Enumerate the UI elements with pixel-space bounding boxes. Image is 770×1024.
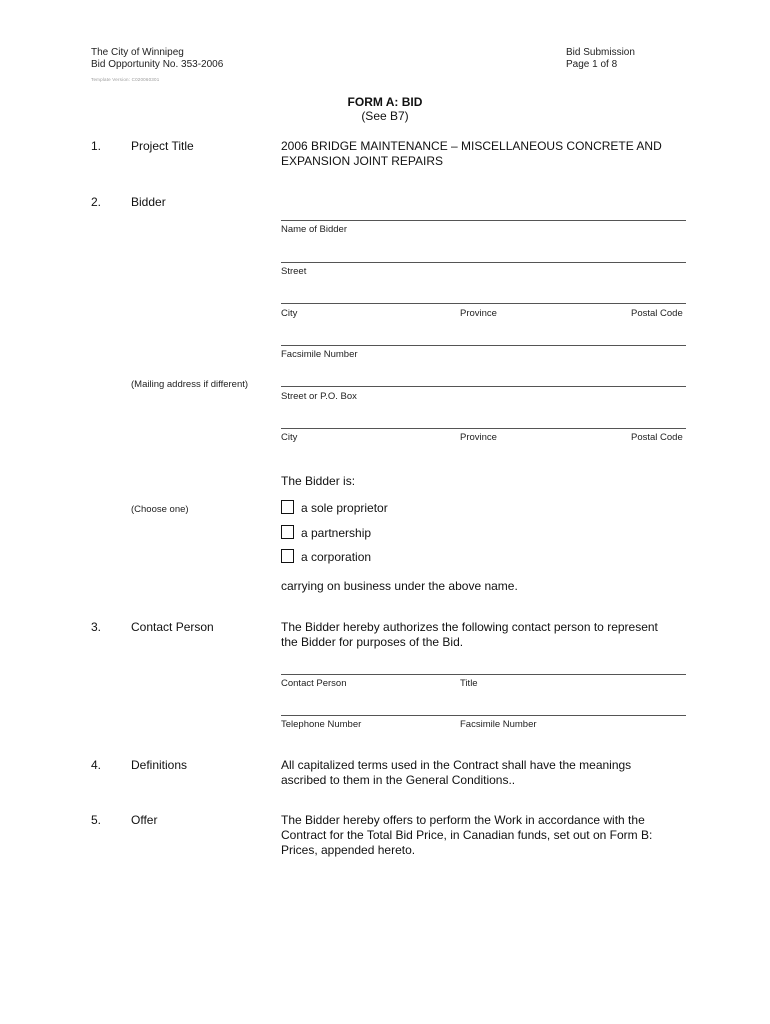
bidder-is-heading: The Bidder is: [281, 474, 356, 488]
project-title-line1: 2006 BRIDGE MAINTENANCE – MISCELLANEOUS CONCRETE AND [281, 139, 662, 153]
facsimile-number-label: Facsimile Number [281, 349, 358, 360]
mailing-street-label: Street or P.O. Box [281, 391, 357, 402]
section-2-number: 2. [91, 195, 102, 209]
mailing-city-province-postal-field[interactable] [281, 428, 686, 429]
offer-text [281, 813, 686, 858]
section-3-label: Contact Person [131, 620, 214, 634]
template-version: Template Version: C020060301 [91, 77, 160, 82]
contact-title-label: Title [460, 678, 478, 689]
telephone-facsimile-field[interactable] [281, 715, 686, 716]
corporation-label: a corporation [301, 550, 372, 564]
section-5-number: 5. [91, 813, 102, 827]
section-4-number: 4. [91, 758, 102, 772]
corporation-checkbox[interactable] [281, 549, 294, 563]
partnership-label: a partnership [301, 526, 372, 540]
partnership-checkbox[interactable] [281, 525, 294, 539]
city-label: City [281, 308, 298, 319]
sole-proprietor-checkbox[interactable] [281, 500, 294, 514]
street-label: Street [281, 266, 307, 277]
header-city: The City of Winnipeg [91, 47, 184, 58]
header-bid-opportunity: Bid Opportunity No. 353-2006 [91, 59, 224, 70]
form-title: FORM A: BID [347, 95, 423, 109]
definitions-text [281, 758, 686, 788]
province-label: Province [460, 308, 497, 319]
contact-text-line1: The Bidder hereby authorizes the following contact person to represent [281, 620, 658, 634]
contact-text-line2: the Bidder for purposes of the Bid. [281, 635, 464, 649]
telephone-number-label: Telephone Number [281, 719, 362, 730]
offer-text-line1: The Bidder hereby offers to perform the Work in accordance with the [281, 813, 645, 827]
name-of-bidder-field[interactable] [281, 220, 686, 221]
mailing-street-field[interactable] [281, 386, 686, 387]
mailing-province-label: Province [460, 432, 497, 443]
contact-person-label: Contact Person [281, 678, 347, 689]
city-province-postal-field[interactable] [281, 303, 686, 304]
street-field[interactable] [281, 262, 686, 263]
contact-person-title-field[interactable] [281, 674, 686, 675]
project-title-line2: EXPANSION JOINT REPAIRS [281, 154, 444, 168]
postal-code-label: Postal Code [631, 308, 683, 319]
carrying-on-business-text: carrying on business under the above name. [281, 579, 518, 593]
choose-one-note: (Choose one) [131, 504, 189, 515]
sole-proprietor-label: a sole proprietor [301, 501, 388, 515]
form-subtitle: (See B7) [361, 109, 409, 123]
definitions-text-line2: ascribed to them in the General Conditions.. [281, 773, 516, 787]
facsimile-number-field[interactable] [281, 345, 686, 346]
mailing-address-note: (Mailing address if different) [131, 379, 249, 390]
mailing-postal-code-label: Postal Code [631, 432, 683, 443]
section-1-number: 1. [91, 139, 102, 153]
contact-authorization-text [281, 620, 686, 650]
contact-facsimile-label: Facsimile Number [460, 719, 537, 730]
name-of-bidder-label: Name of Bidder [281, 224, 348, 235]
section-4-label: Definitions [131, 758, 188, 772]
section-3-number: 3. [91, 620, 102, 634]
section-5-label: Offer [131, 813, 158, 827]
offer-text-line3: Prices, appended hereto. [281, 843, 416, 857]
definitions-text-line1: All capitalized terms used in the Contract shall have the meanings [281, 758, 632, 772]
header-page-number: Page 1 of 8 [566, 59, 618, 70]
header-doc-type: Bid Submission [566, 47, 635, 58]
section-1-label: Project Title [131, 139, 194, 153]
offer-text-line2: Contract for the Total Bid Price, in Canadian funds, set out on Form B: [281, 828, 653, 842]
mailing-city-label: City [281, 432, 298, 443]
section-2-label: Bidder [131, 195, 166, 209]
